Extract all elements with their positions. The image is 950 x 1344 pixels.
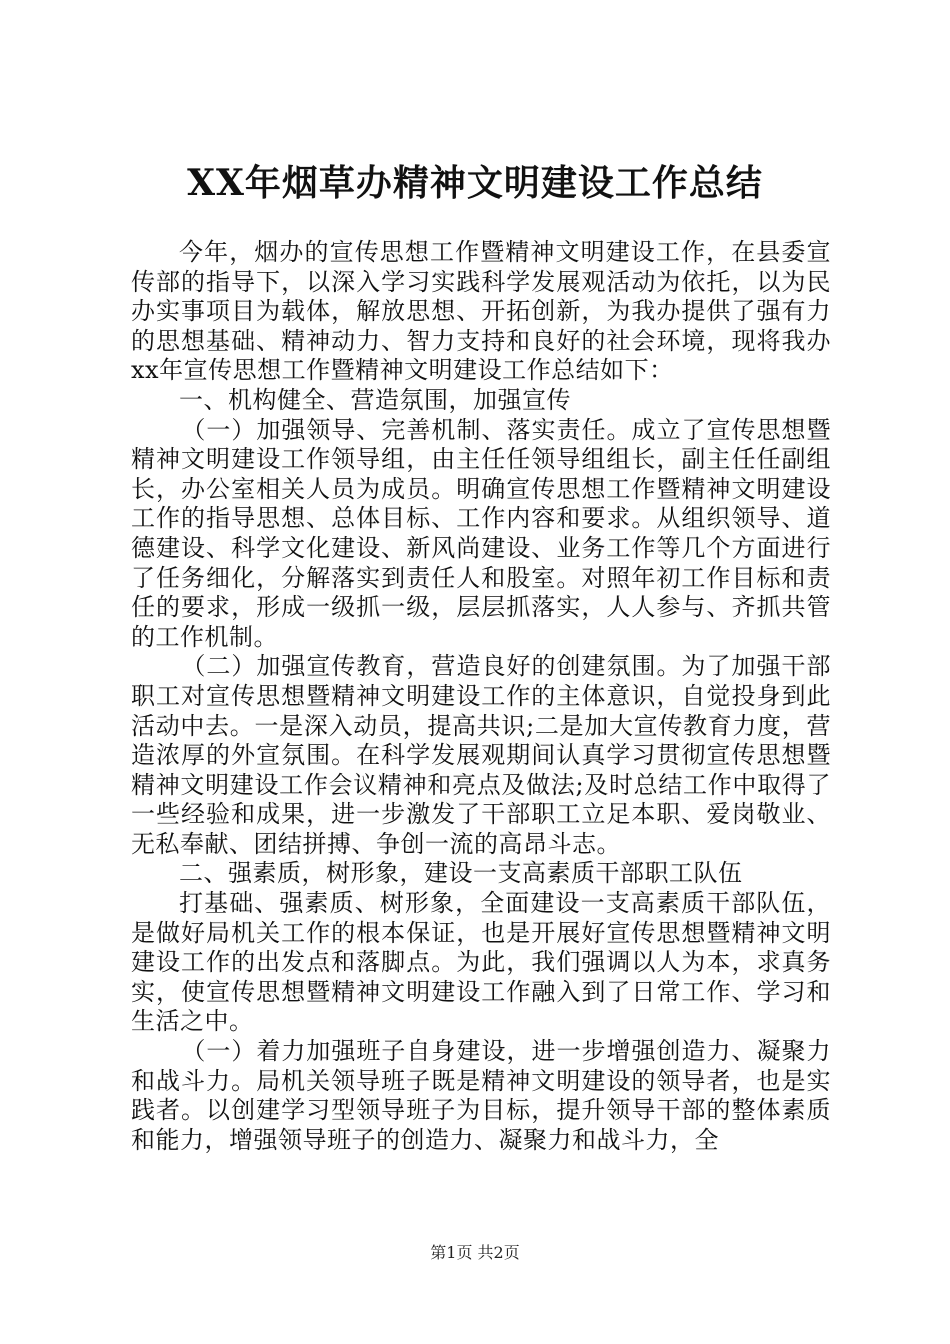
intro-paragraph: 今年，烟办的宣传思想工作暨精神文明建设工作，在县委宣传部的指导下，以深入学习实践科学发展观活动为依托，以为民办实事项目为载体，解放思想、开拓创新，为我办提供了强有力的思想基础、精神动力、智力支持和良好的社会环境，现将我办xx年宣传思想工作暨精神文明建设工作总结如下： (131, 238, 831, 385)
document-body (131, 238, 831, 1155)
section-heading-2: 二、强素质，树形象，建设一支高素质干部职工队伍 (179, 859, 743, 888)
document-title: XX年烟草办精神文明建设工作总结 (187, 162, 763, 204)
subsection-paragraph-1-2: （二）加强宣传教育，营造良好的创建氛围。为了加强干部职工对宣传思想暨精神文明建设工作的主体意识，自觉投身到此活动中去。一是深入动员，提高共识;二是加大宣传教育力度，营造浓厚的外宣氛围。在科学发展观期间认真学习贯彻宣传思想暨精神文明建设工作会议精神和亮点及做法;及时总结工作中取得了一些经验和成果，进一步激发了干部职工立足本职、爱岗敬业、无私奉献、团结拼搏、争创一流的高昂斗志。 (131, 652, 831, 858)
subsection-paragraph-2-1: （一）着力加强班子自身建设，进一步增强创造力、凝聚力和战斗力。局机关领导班子既是精神文明建设的领导者，也是实践者。以创建学习型领导班子为目标，提升领导干部的整体素质和能力，增强领导班子的创造力、凝聚力和战斗力，全 (131, 1037, 831, 1154)
subsection-paragraph-1-1: （一）加强领导、完善机制、落实责任。成立了宣传思想暨精神文明建设工作领导组，由主任任领导组组长，副主任任副组长，办公室相关人员为成员。明确宣传思想工作暨精神文明建设工作的指导思想、总体目标、工作内容和要求。从组织领导、道德建设、科学文化建设、新风尚建设、业务工作等几个方面进行了任务细化，分解落实到责任人和股室。对照年初工作目标和责任的要求，形成一级抓一级，层层抓落实，人人参与、齐抓共管的工作机制。 (131, 415, 831, 651)
section-2-paragraph: 打基础、强素质、树形象，全面建设一支高素质干部队伍，是做好局机关工作的根本保证，也是开展好宣传思想暨精神文明建设工作的出发点和落脚点。为此，我们强调以人为本，求真务实，使宣传思想暨精神文明建设工作融入到了日常工作、学习和生活之中。 (131, 889, 831, 1036)
page-footer: 第1页 共2页 (430, 1243, 520, 1262)
section-heading-1: 一、机构健全、营造氛围，加强宣传 (179, 385, 571, 414)
